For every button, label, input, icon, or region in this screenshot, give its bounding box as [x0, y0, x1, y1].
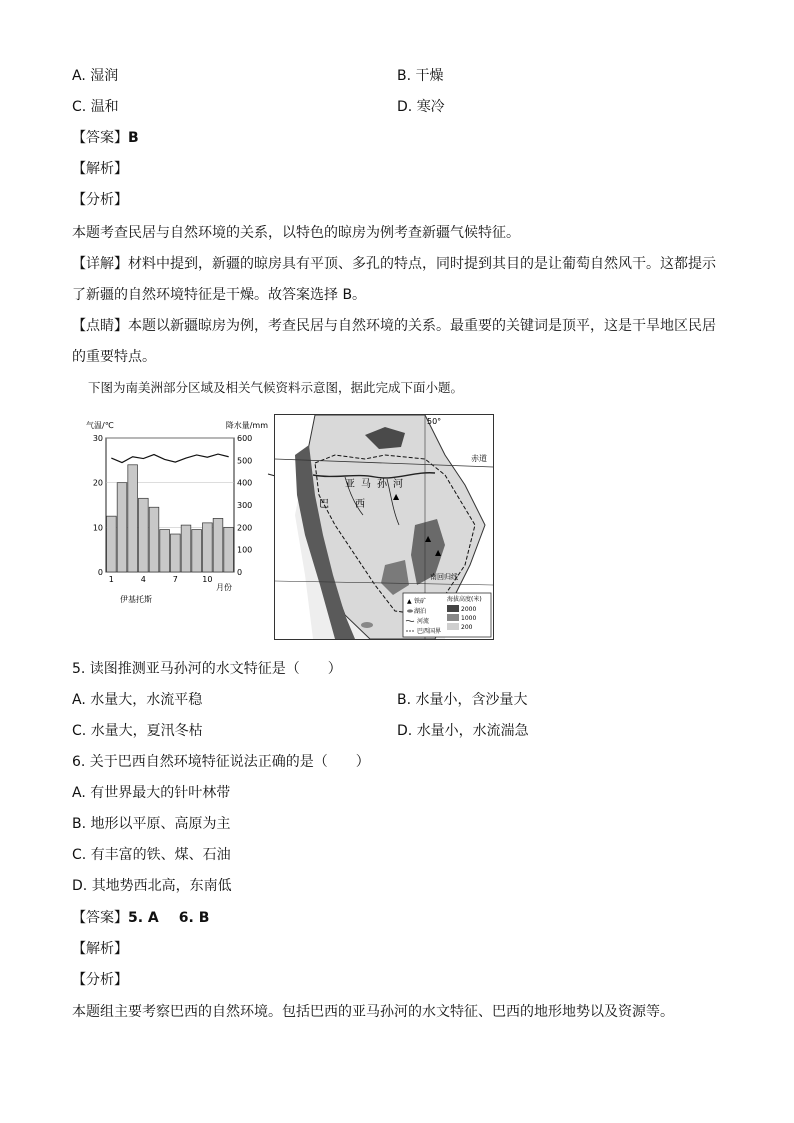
x-tick-label: 4	[140, 575, 146, 584]
analysis-subtitle: 【分析】	[72, 192, 128, 208]
analysis-title: 【解析】	[72, 161, 128, 177]
option-b: B. 干燥	[397, 68, 444, 84]
x-ticks	[109, 575, 213, 584]
station-name: 伊基托斯	[120, 595, 152, 604]
precipitation-bar	[224, 527, 234, 572]
q6-option-d: D. 其地势西北高，东南低	[72, 878, 232, 894]
legend-elev-1000: 1000	[461, 615, 477, 622]
q6-option-a: A. 有世界最大的针叶林带	[72, 785, 231, 801]
right-tick-label: 200	[237, 523, 253, 533]
map-legend	[403, 593, 491, 637]
legend-iron: 铁矿	[414, 598, 427, 605]
precipitation-bar	[107, 516, 117, 572]
precipitation-bar	[171, 534, 181, 572]
x-axis-label: 月份	[216, 583, 232, 592]
detail-line-1: 【详解】材料中提到，新疆的晾房具有平顶、多孔的特点，同时提到其目的是让葡萄自然风干。这都提示	[72, 256, 716, 272]
legend-river: 河流	[417, 618, 430, 625]
legend-elev-200: 200	[461, 624, 473, 631]
answer-line-2: 【答案】5. A 6. B	[72, 910, 210, 926]
iron-mine-icon: ▲	[393, 492, 400, 501]
analysis-subtitle-2: 【分析】	[72, 972, 128, 988]
option-d: D. 寒冷	[397, 99, 445, 115]
q5-option-d: D. 水量小，水流湍急	[397, 723, 529, 739]
legend-lake: 湖泊	[414, 608, 427, 615]
precipitation-bar	[117, 483, 127, 572]
precipitation-bars	[107, 465, 234, 572]
precipitation-bar	[203, 523, 213, 572]
tropic-label: 南回归线	[430, 573, 458, 581]
legend-elev-swatch	[447, 614, 459, 621]
legend-elev-swatch	[447, 623, 459, 630]
q6-option-b: B. 地形以平原、高原为主	[72, 816, 231, 832]
x-tick-label: 10	[202, 575, 213, 584]
left-tick-label: 10	[92, 523, 103, 533]
legend-border: 巴西国界	[417, 628, 442, 635]
precipitation-bar	[160, 530, 170, 572]
precipitation-bar	[128, 465, 138, 572]
analysis-text-2: 本题组主要考察巴西的自然环境。包括巴西的亚马孙河的水文特征、巴西的地形地势以及资源等。	[72, 1004, 674, 1020]
q5-option-b: B. 水量小，含沙量大	[397, 692, 528, 708]
detail-line-2: 了新疆的自然环境特征是干燥。故答案选择 B。	[72, 287, 367, 303]
analysis-title-2: 【解析】	[72, 941, 128, 957]
precipitation-bar	[192, 530, 202, 572]
option-a: A. 湿润	[72, 68, 119, 84]
iron-mine-icon: ▲	[425, 534, 432, 543]
comment-line-2: 的重要特点。	[72, 349, 156, 365]
precipitation-bar	[213, 518, 223, 572]
right-ticks	[237, 434, 252, 577]
temperature-line	[111, 454, 228, 462]
answer-line: 【答案】B	[72, 130, 139, 146]
q5-option-a: A. 水量大，水流平稳	[72, 692, 203, 708]
brazil-label: 巴西	[319, 499, 391, 510]
right-tick-label: 500	[237, 456, 253, 466]
south-america-map	[274, 414, 494, 640]
lon-label: 50°	[427, 417, 442, 426]
q5-stem: 5. 读图推测亚马孙河的水文特征是（ ）	[72, 661, 342, 677]
left-tick-label: 0	[97, 568, 103, 577]
legend-elev-title: 海拔高度(米)	[447, 596, 482, 603]
precipitation-bar	[181, 525, 191, 572]
right-tick-label: 600	[237, 434, 253, 443]
comment-line-1: 【点睛】本题以新疆晾房为例，考查民居与自然环境的关系。最重要的关键词是顶平，这是干旱地区民居	[72, 318, 716, 334]
option-c: C. 温和	[72, 99, 119, 115]
left-ticks	[93, 434, 103, 577]
q5-option-c: C. 水量大，夏汛冬枯	[72, 723, 203, 739]
left-axis-label: 气温/℃	[86, 421, 114, 430]
right-tick-label: 0	[237, 568, 243, 577]
legend-elev-2000: 2000	[461, 606, 477, 613]
iron-mine-icon: ▲	[435, 548, 442, 557]
q6-option-c: C. 有丰富的铁、煤、石油	[72, 847, 231, 863]
analysis-text: 本题考查民居与自然环境的关系，以特色的晾房为例考查新疆气候特征。	[72, 225, 520, 241]
right-tick-label: 100	[237, 545, 253, 555]
legend-lake-icon	[407, 609, 413, 612]
left-tick-label: 20	[92, 478, 103, 488]
lake-shape	[361, 622, 373, 628]
right-tick-label: 300	[237, 501, 253, 510]
figure-caption: 下图为南美洲部分区域及相关气候资料示意图，据此完成下面小题。	[88, 380, 464, 395]
legend-iron-icon: ▲	[407, 598, 412, 605]
q6-stem: 6. 关于巴西自然环境特征说法正确的是（ ）	[72, 754, 370, 770]
climate-chart	[86, 414, 268, 604]
equator-label: 赤道	[471, 454, 487, 463]
x-tick-label: 1	[108, 575, 114, 584]
precipitation-bar	[149, 507, 159, 572]
x-tick-label: 7	[172, 575, 178, 584]
left-tick-label: 30	[92, 434, 103, 443]
right-tick-label: 400	[237, 478, 253, 488]
amazon-label: 亚马孙河	[345, 479, 409, 490]
precipitation-bar	[139, 498, 149, 572]
right-axis-label: 降水量/mm	[225, 421, 268, 430]
legend-elev-swatch	[447, 605, 459, 612]
